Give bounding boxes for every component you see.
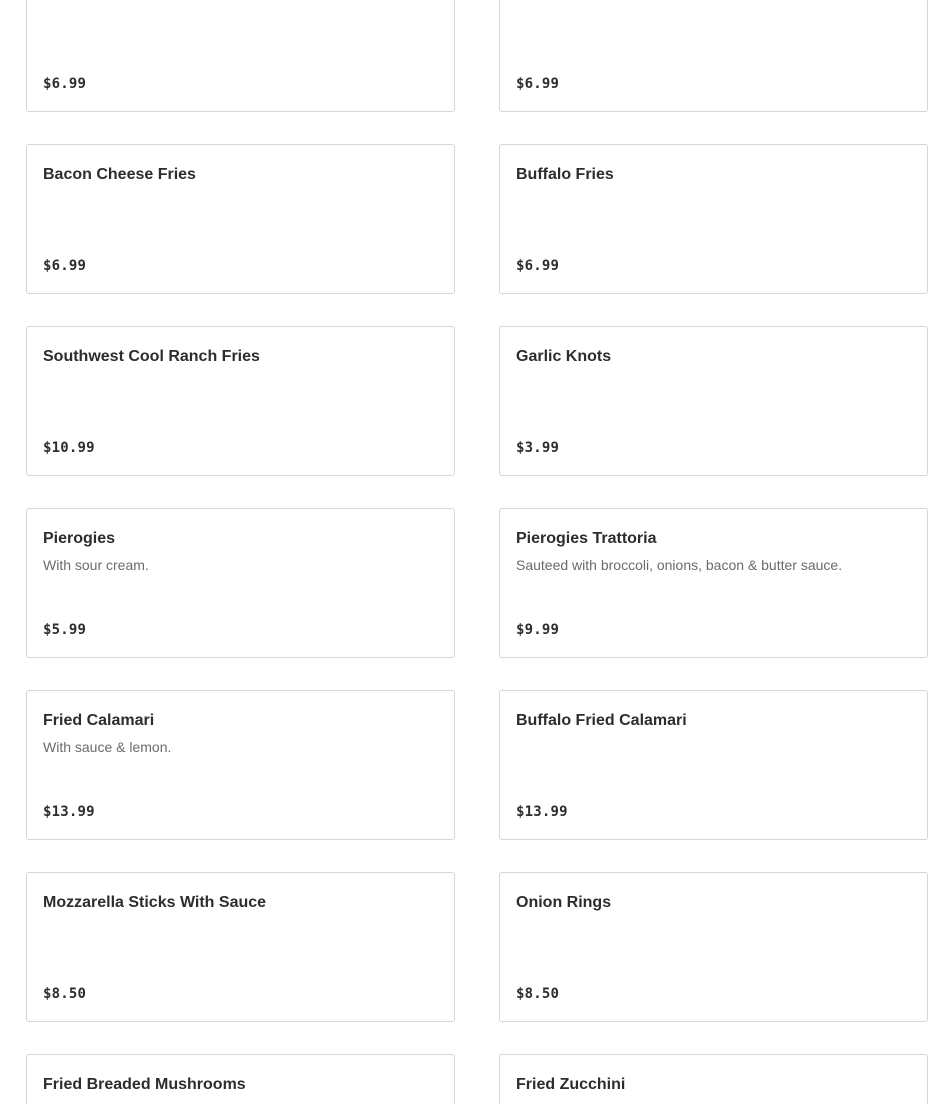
menu-item-card[interactable] (26, 1054, 455, 1104)
menu-item-name: Onion Rings (516, 894, 612, 911)
menu-item-card[interactable] (499, 1054, 928, 1104)
menu-item-name: Southwest Cool Ranch Fries (43, 348, 260, 365)
menu-item-card[interactable] (499, 508, 928, 658)
menu-item-description: With sauce & lemon. (43, 739, 172, 755)
menu-item-price: $3.99 (516, 440, 560, 456)
menu-item-price: $8.50 (43, 986, 87, 1002)
menu-item-price: $9.99 (516, 622, 560, 638)
menu-item-card[interactable] (26, 0, 455, 112)
menu-item-card[interactable] (26, 144, 455, 294)
menu-item-price: $6.99 (43, 76, 87, 92)
menu-item-price: $13.99 (516, 804, 568, 820)
menu-item-name: Buffalo Fried Calamari (516, 712, 687, 729)
menu-item-card[interactable] (499, 326, 928, 476)
menu-item-card[interactable] (499, 690, 928, 840)
menu-item-name: Fried Calamari (43, 712, 155, 729)
menu-item-card[interactable] (26, 326, 455, 476)
menu-item-price: $6.99 (516, 258, 560, 274)
menu-items-grid (26, 0, 928, 1104)
menu-item-name: Buffalo Fries (516, 166, 614, 183)
menu-item-price: $5.99 (43, 622, 87, 638)
menu-item-card[interactable] (499, 872, 928, 1022)
menu-item-price: $6.99 (516, 76, 560, 92)
menu-item-price: $10.99 (43, 440, 95, 456)
menu-item-price: $13.99 (43, 804, 95, 820)
menu-item-card[interactable] (499, 0, 928, 112)
menu-item-price: $8.50 (516, 986, 560, 1002)
menu-item-name: Pierogies (43, 530, 116, 547)
menu-item-card[interactable] (26, 690, 455, 840)
menu-item-name: Fried Zucchini (516, 1076, 626, 1093)
menu-item-price: $6.99 (43, 258, 87, 274)
menu-item-card[interactable] (26, 508, 455, 658)
menu-item-card[interactable] (26, 872, 455, 1022)
menu-item-card[interactable] (499, 144, 928, 294)
menu-item-name: Bacon Cheese Fries (43, 166, 196, 183)
menu-item-name: Garlic Knots (516, 348, 612, 365)
menu-item-name: Pierogies Trattoria (516, 530, 657, 547)
menu-item-description: Sauteed with broccoli, onions, bacon & butter sauce. (516, 557, 843, 573)
menu-item-description: With sour cream. (43, 557, 149, 573)
menu-item-name: Mozzarella Sticks With Sauce (43, 894, 267, 911)
menu-item-name: Fried Breaded Mushrooms (43, 1076, 246, 1093)
